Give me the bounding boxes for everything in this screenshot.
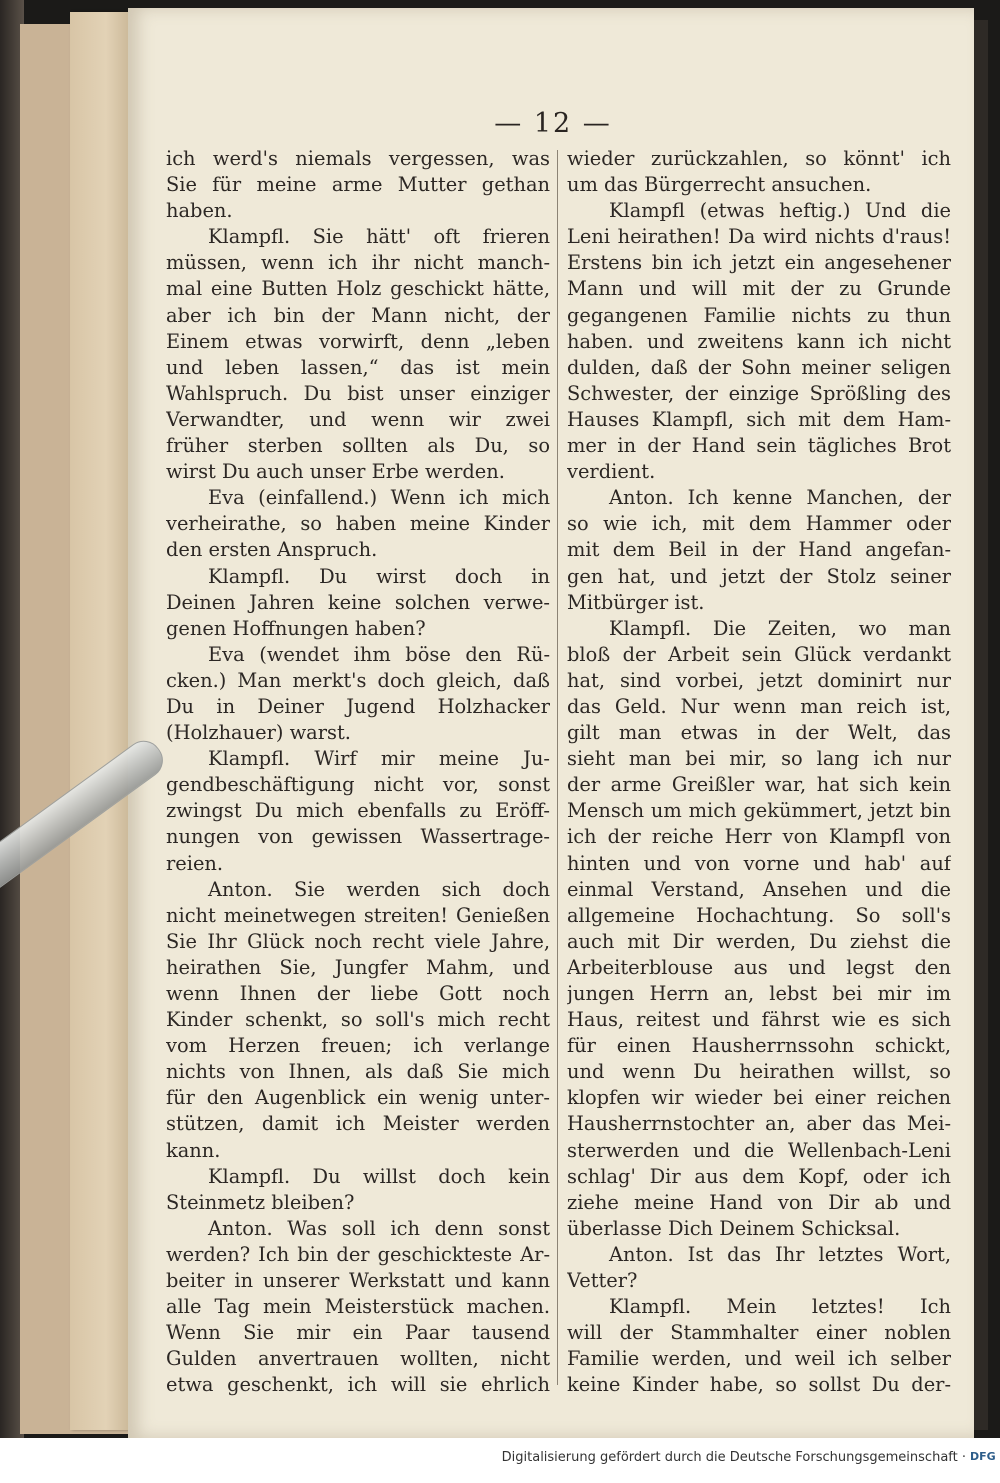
text-line: auch mit Dir werden, Du ziehst die — [567, 929, 951, 953]
text-line: verheirathe, so haben meine Kinder — [166, 512, 550, 536]
text-line: mit dem Beil in der Hand angefan- — [567, 538, 951, 562]
page-number: — 12 — — [494, 108, 612, 139]
text-line: cken.) Man merkt's doch gleich, daß — [166, 668, 550, 692]
text-line: um das Bürgerrecht ansuchen. — [567, 173, 872, 197]
text-line: Anton. Ist das Ihr letztes Wort, — [609, 1242, 951, 1266]
dfg-logo: DFG — [970, 1450, 996, 1463]
text-line: Klampfl. Mein letztes! Ich — [609, 1295, 951, 1319]
text-line: (Holzhauer) warst. — [166, 721, 351, 745]
text-line: verdient. — [567, 460, 656, 484]
text-line: aber ich bin der Mann nicht, der — [166, 303, 550, 327]
text-line: Gulden anvertrauen wollten, nicht — [166, 1347, 550, 1371]
text-line: Anton. Ich kenne Manchen, der — [609, 486, 951, 510]
text-line: Klampfl. Du willst doch kein — [208, 1164, 550, 1188]
text-line: Anton. Sie werden sich doch — [208, 877, 550, 901]
text-line: schlag' Dir aus dem Kopf, oder ich — [567, 1164, 951, 1188]
text-line: wirst Du auch unser Erbe werden. — [166, 460, 505, 484]
text-line: nichts von Ihnen, als daß Sie mich — [166, 1060, 550, 1084]
text-line: gendbeschäftigung nicht vor, sonst — [166, 773, 550, 797]
text-line: Mitbürger ist. — [567, 590, 705, 614]
column-divider — [557, 150, 558, 1385]
text-line: Erstens bin ich jetzt ein angesehener — [567, 251, 951, 275]
text-line: stützen, damit ich Meister werden — [166, 1112, 550, 1136]
text-line: Vetter? — [567, 1269, 638, 1293]
text-line: nicht meinetwegen streiten! Genießen — [166, 903, 550, 927]
text-line: etwa geschenkt, ich will sie ehrlich — [166, 1373, 550, 1397]
text-line: Sie Ihr Glück noch recht viele Jahre, — [166, 929, 550, 953]
text-line: wieder zurückzahlen, so könnt' ich — [567, 147, 951, 170]
text-line: der arme Greißler war, hat sich kein — [567, 773, 951, 797]
text-line: mer in der Hand sein tägliches Brot — [567, 434, 951, 458]
text-line: Klampfl. Wirf mir meine Ju- — [208, 747, 550, 771]
text-line: haben. — [166, 199, 233, 223]
text-line: für den Augenblick ein wenig unter- — [166, 1086, 550, 1110]
text-line: allgemeine Hochachtung. So soll's — [567, 903, 951, 927]
page-shadow — [974, 20, 988, 1430]
text-line: Hauses Klampfl, sich mit dem Ham- — [567, 407, 951, 431]
text-line: den ersten Anspruch. — [166, 538, 378, 562]
text-line: gegangenen Familie nichts zu thun — [567, 303, 951, 327]
text-line: Deinen Jahren keine solchen verwe- — [166, 590, 550, 614]
text-line: Klampfl. Sie hätt' oft frieren — [208, 225, 550, 249]
text-line: Eva (wendet ihm böse den Rü- — [208, 642, 550, 666]
text-line: klopfen wir wieder bei einer reichen — [567, 1086, 951, 1110]
text-line: wenn Ihnen der liebe Gott noch — [166, 982, 550, 1005]
text-line: ich der reiche Herr von Klampfl von — [567, 825, 951, 849]
text-line: Steinmetz bleiben? — [166, 1190, 355, 1214]
text-line: das Geld. Nur wenn man reich ist, — [567, 694, 951, 718]
text-line: jungen Herrn an, lebst bei mir im — [567, 982, 951, 1005]
text-line: Mensch um mich gekümmert, jetzt bin — [567, 799, 951, 823]
text-line: keine Kinder habe, so sollst Du der- — [567, 1373, 951, 1397]
text-line: will der Stammhalter einer noblen — [567, 1321, 951, 1345]
text-line: beiter in unserer Werkstatt und kann — [166, 1269, 550, 1293]
text-line: ich werd's niemals vergessen, was — [166, 147, 550, 170]
text-line: kann. — [166, 1138, 221, 1162]
text-line: Wenn Sie mir ein Paar tausend — [166, 1321, 550, 1345]
text-line: Kinder schenkt, so soll's mich recht — [166, 1008, 550, 1032]
text-line: überlasse Dich Deinem Schicksal. — [567, 1216, 901, 1240]
text-line: alle Tag mein Meisterstück machen. — [166, 1295, 550, 1319]
text-line: Verwandter, und wenn wir zwei — [166, 407, 550, 431]
text-line: gen hat, und jetzt der Stolz seiner — [567, 564, 951, 588]
text-line: Familie werden, und weil ich selber — [567, 1347, 951, 1371]
text-line: Wahlspruch. Du bist unser einziger — [166, 381, 550, 405]
text-line: Mann und will mit der zu Grunde — [567, 277, 951, 301]
text-line: genen Hoffnungen haben? — [166, 616, 426, 640]
text-line: so wie ich, mit dem Hammer oder — [567, 512, 951, 536]
text-line: zwingst Du mich ebenfalls zu Eröff- — [166, 799, 550, 823]
text-line: gilt man etwas in der Welt, das — [567, 721, 951, 745]
text-line: Anton. Was soll ich denn sonst — [208, 1216, 550, 1240]
text-line: Leni heirathen! Da wird nichts d'raus! — [567, 225, 951, 249]
digitization-footer — [0, 1438, 1000, 1483]
text-line: sterwerden und die Wellenbach-Leni — [567, 1138, 951, 1162]
text-column-left — [166, 146, 550, 1399]
text-line: hat, sind vorbei, jetzt dominirt nur — [567, 668, 951, 692]
text-line: früher sterben sollten als Du, so — [166, 434, 550, 458]
text-line: Du in Deiner Jugend Holzhacker — [166, 694, 550, 718]
text-line: und leben lassen,“ das ist mein — [166, 355, 550, 379]
text-line: mal eine Butten Holz geschickt hätte, — [166, 277, 550, 301]
text-line: Schwester, der einzige Sprößling des — [567, 381, 951, 405]
text-line: Klampfl. Die Zeiten, wo man — [609, 616, 951, 640]
text-line: vom Herzen freuen; ich verlange — [166, 1034, 550, 1058]
text-line: Arbeiterblouse aus und legst den — [567, 955, 951, 979]
text-line: sieht man bei mir, so lang ich nur — [567, 747, 951, 771]
text-line: müssen, wenn ich ihr nicht manch- — [166, 251, 550, 275]
text-line: heirathen Sie, Jungfer Mahm, und — [166, 955, 550, 979]
footer-credit: Digitalisierung gefördert durch die Deutsche Forschungsgemeinschaft · — [501, 1450, 966, 1465]
text-line: Klampfl. Du wirst doch in — [208, 564, 550, 588]
text-column-right — [567, 146, 951, 1399]
text-line: bloß der Arbeit sein Glück verdankt — [567, 642, 951, 666]
text-line: ziehe meine Hand von Dir ab und — [567, 1190, 951, 1214]
text-line: und wenn Du heirathen willst, so — [567, 1060, 951, 1084]
text-line: reien. — [166, 851, 224, 875]
text-line: werden? Ich bin der geschickteste Ar- — [166, 1242, 550, 1266]
text-line: haben. und zweitens kann ich nicht — [567, 329, 951, 353]
text-line: Einem etwas vorwirft, denn „leben — [166, 329, 550, 353]
text-line: Klampfl (etwas heftig.) Und die — [609, 199, 951, 223]
page-stack-edge — [70, 12, 130, 1430]
text-line: einmal Verstand, Ansehen und die — [567, 877, 951, 901]
text-line: Haus, reitest und fährst wie es sich — [567, 1008, 951, 1032]
text-line: hinten und von vorne und hab' auf — [567, 851, 951, 875]
text-line: dulden, daß der Sohn meiner seligen — [567, 355, 951, 379]
text-line: Sie für meine arme Mutter gethan — [166, 173, 550, 197]
text-line: für einen Hausherrnssohn schickt, — [567, 1034, 951, 1058]
text-line: Eva (einfallend.) Wenn ich mich — [208, 486, 550, 510]
text-line: nungen von gewissen Wassertrage- — [166, 825, 550, 849]
text-line: Hausherrnstochter an, aber das Mei- — [567, 1112, 951, 1136]
